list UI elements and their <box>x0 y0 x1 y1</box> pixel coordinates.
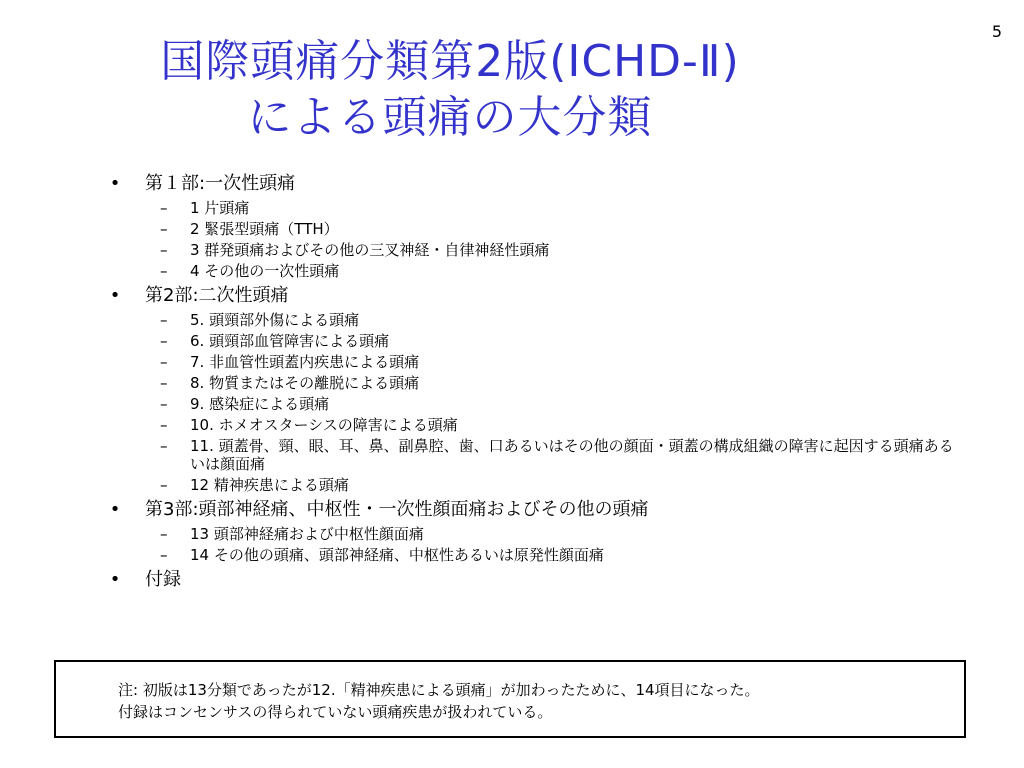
list-item <box>105 220 965 238</box>
outline-section <box>105 498 965 564</box>
dash-icon: – <box>160 525 168 543</box>
list-item-text: 13 頭部神経痛および中枢性顔面痛 <box>190 525 424 543</box>
dash-icon: – <box>160 395 168 413</box>
bullet-icon: • <box>109 285 121 306</box>
note-line-2: 付録はコンセンサスの得られていない頭痛疾患が扱われている。 <box>118 703 553 721</box>
bullet-icon: • <box>109 173 121 194</box>
list-item-text: 11. 頭蓋骨、頸、眼、耳、鼻、副鼻腔、歯、口あるいはその他の顔面・頭蓋の構成組織の障害に起因する頭痛あるいは顔面痛 <box>190 437 954 473</box>
list-item <box>105 416 965 434</box>
list-item <box>105 437 965 473</box>
list-item <box>105 241 965 259</box>
note-box <box>54 660 966 738</box>
dash-icon: – <box>160 262 168 280</box>
note-line-1: 注: 初版は13分類であったが12.「精神疾患による頭痛」が加わったために、14項目になった。 <box>118 681 760 699</box>
dash-icon: – <box>160 353 168 371</box>
list-item <box>105 262 965 280</box>
slide-title <box>0 34 900 146</box>
list-item-text: 8. 物質またはその離脱による頭痛 <box>190 374 420 392</box>
list-item-text: 10. ホメオスターシスの障害による頭痛 <box>190 416 458 434</box>
section-heading <box>105 172 965 196</box>
dash-icon: – <box>160 476 168 494</box>
list-item <box>105 311 965 329</box>
dash-icon: – <box>160 546 168 564</box>
list-item <box>105 476 965 494</box>
page-number: 5 <box>991 22 1002 41</box>
outline-section <box>105 172 965 280</box>
list-item-text: 1 片頭痛 <box>190 199 250 217</box>
list-item-text: 2 緊張型頭痛（TTH） <box>190 220 339 238</box>
list-item <box>105 546 965 564</box>
section-heading-text: 第2部:二次性頭痛 <box>145 285 289 306</box>
outline-list <box>105 172 965 596</box>
dash-icon: – <box>160 220 168 238</box>
dash-icon: – <box>160 311 168 329</box>
dash-icon: – <box>160 437 168 455</box>
list-item-text: 3 群発頭痛およびその他の三叉神経・自律神経性頭痛 <box>190 241 550 259</box>
slide-title-line-2: による頭痛の大分類 <box>247 92 653 143</box>
list-item-text: 9. 感染症による頭痛 <box>190 395 330 413</box>
section-heading <box>105 568 965 592</box>
list-item <box>105 199 965 217</box>
slide-title-line-1: 国際頭痛分類第2版(ICHD-Ⅱ) <box>160 36 740 87</box>
list-item-text: 4 その他の一次性頭痛 <box>190 262 340 280</box>
list-item-text: 6. 頭頸部血管障害による頭痛 <box>190 332 390 350</box>
outline-section <box>105 568 965 592</box>
dash-icon: – <box>160 374 168 392</box>
list-item-text: 14 その他の頭痛、頭部神経痛、中枢性あるいは原発性顔面痛 <box>190 546 604 564</box>
dash-icon: – <box>160 199 168 217</box>
list-item <box>105 374 965 392</box>
outline-section <box>105 284 965 494</box>
section-heading-text: 第3部:頭部神経痛、中枢性・一次性顔面痛およびその他の頭痛 <box>145 499 649 520</box>
list-item-text: 5. 頭頸部外傷による頭痛 <box>190 311 360 329</box>
list-item <box>105 353 965 371</box>
section-heading-text: 第１部:一次性頭痛 <box>145 173 296 194</box>
dash-icon: – <box>160 332 168 350</box>
dash-icon: – <box>160 241 168 259</box>
section-heading <box>105 498 965 522</box>
list-item-text: 7. 非血管性頭蓋内疾患による頭痛 <box>190 353 420 371</box>
bullet-icon: • <box>109 499 121 520</box>
section-heading-text: 付録 <box>145 569 181 590</box>
list-item <box>105 525 965 543</box>
list-item <box>105 395 965 413</box>
dash-icon: – <box>160 416 168 434</box>
section-heading <box>105 284 965 308</box>
bullet-icon: • <box>109 569 121 590</box>
list-item <box>105 332 965 350</box>
list-item-text: 12 精神疾患による頭痛 <box>190 476 349 494</box>
